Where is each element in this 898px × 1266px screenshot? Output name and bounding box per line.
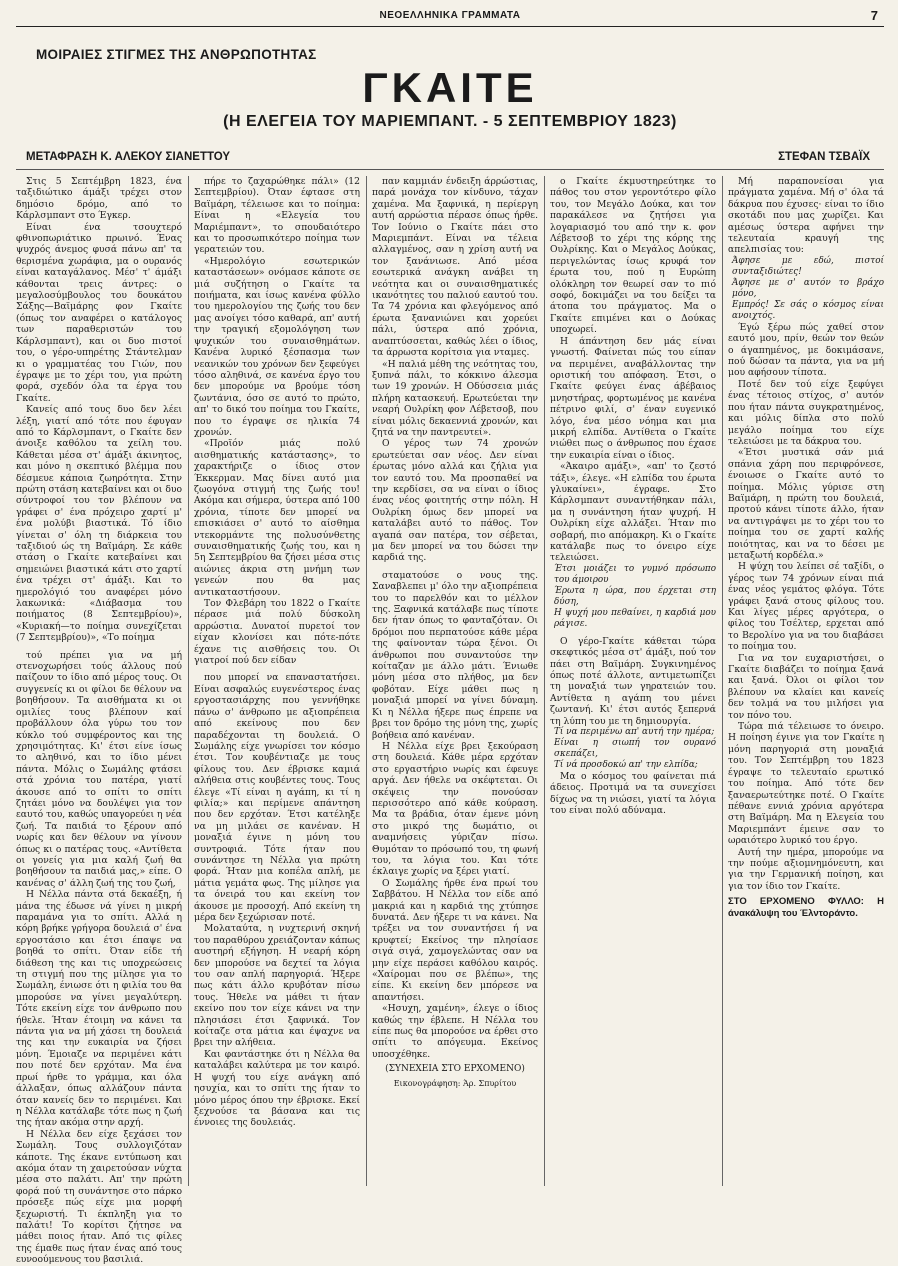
- column-1: [16, 176, 183, 1266]
- illustration-credit: Εικονογράφηση: Άρ. Σπυρίτου: [393, 1078, 517, 1088]
- paragraph: Είναι ένα τσουχτερό φθινοπωριάτικο πρωινό. Ένας ψυχρός άνεμος φυσά πάνω απ' τα θερισμένα χωράφια, μα ο ουρανός είναι καταγάλανος. Μέσ' τ' άμάξι κάθονται τρεις άντρες: ο μεγαλοσύμβουλος του δουκάτου Σάξης—Βαϊμάρης φον Γκαίτε (όπως τον αναφέρει ο κατάλογος των παραθεριστών του Κάρλσμπαντ), και οι δυο πιστοί του, ο γέρο-υπηρέτης Στάντελμαν κι ο γραμματέας του Γιών, που έγραψε με το χέρι του, για πρώτη φορά, σχεδόν όλα τα έργα του Γκαίτε.: [16, 221, 182, 404]
- poem-line: Άφησε με σ' αυτόν το βράχο μόνο,: [732, 277, 884, 299]
- page-header: [16, 8, 884, 27]
- article-columns: [16, 170, 884, 1266]
- next-issue-note: ΣΤΟ ΕΡΧΟΜΕΝΟ ΦΥΛΛΟ: Η άνακάλυψη του Έλντοράντο.: [728, 896, 884, 919]
- column-2: [194, 176, 360, 1186]
- article-kicker: ΜΟΙΡΑΙΕΣ ΣΤΙΓΜΕΣ ΤΗΣ ΑΝΘΡΩΠΟΤΗΤΑΣ: [36, 47, 317, 62]
- poem-line: Έρωτα η ώρα, που έρχεται στη δύση,: [554, 585, 716, 607]
- article-subtitle: (Η ΕΛΕΓΕΙΑ ΤΟΥ ΜΑΡΙΕΜΠΑΝΤ. - 5 ΣΕΠΤΕΜΒΡΙΟΥ 1823): [223, 113, 677, 130]
- paragraph: Ο Σωμάλης ήρθε ένα πρωί του Σαββάτου. Η Νέλλα τον είδε από μακριά και η καρδιά της χτύπησε δυνατά. Δεν ήξερε τι να κάνει. Να τρέξει να τον συναντήσει ή να κρυφτεί; Εκείνος την πλησίασε σιγά σιγά, χαμογελώντας σαν να μην είχε περάσει καθόλου καιρός. «Χαίρομαι που σε βλέπω», της είπε. Κι εκείνη δεν μπόρεσε να απαντήσει.: [372, 877, 538, 1003]
- paragraph: Μα ο κόσμος του φαίνεται πιά άδειος. Προτιμά να τα συνεχίσει δίχως να τη νιώσει, γιατί τα λόγια του είναι πολύ αδύναμα.: [550, 771, 716, 817]
- poem-line: Τί νά προσδοκώ απ' την ελπίδα;: [554, 760, 698, 771]
- paragraph: Τώρα πιά τέλειωσε το όνειρο. Η ποίηση έγινε για τον Γκαίτε η μόνη παρηγοριά στη μοναξιά του. Τον Σεπτέμβρη του 1823 έγραψε το τελευταίο ερωτικό του ποίημα. Από τότε δεν ξαναερωτεύτηκε ποτέ. Ο Γκαίτε πέθανε εννιά χρόνια αργότερα στη Βαϊμάρη. Μα η Ελεγεία του Μαριεμπάντ έμεινε σαν το ωραιότερο λυρικό του έργο.: [728, 721, 884, 847]
- translator-credit: ΜΕΤΑΦΡΑΣΗ Κ. ΑΛΕΚΟΥ ΣΙΑΝΕΤΤΟΥ: [26, 151, 231, 163]
- paragraph: «Η παλιά μέθη της νεότητας του, ξυπνά πάλι, το κόκκινο άλεσμα των 19 χρονών. Η Οδύσσεια μιάς πλήρη κατασκευή. Ερωτεύεται την νεαρή Ουλρίκη φον Λέβετσοβ, που είναι μόλις δεκαεννιά χρονών, και ζητά να την παντρευτεί».: [372, 358, 538, 438]
- paragraph: ο Γκαίτε έκμυστηρεύτηκε το πάθος του στον γεροντότερο φίλο του, τον Μεγάλο Δούκα, και τον παρακάλεσε να ζητήσει για λογαριασμό του από την κ. φον Λέβετσοβ το χέρι της κόρης της Ουλρίκης. Και ο Μεγάλος Δούκας, περιγελώντας ίσως κρυφά τον έρωτα του, πού η Ευρώπη ολόκληρη τον θεωρεί σαν το πιό σοφό, δοκιμάζει να του δείξει τα άτοπα του πράγματος. Μα ο Γκαίτε επιμένει και ο Δούκας υποχωρεί.: [550, 176, 716, 336]
- paragraph: Κανείς από τους δυο δεν λέει λέξη, γιατί από τότε που έφυγαν από το Κάρλσμπαντ, ο Γκαίτε δεν άνοιξε καθόλου τα χείλη του. Κάθεται μέσα στ' άμάξι άκινητος, και μόνο η σκεπτικό βλέμμα που δέσμευε κάποια ζωηρότητα. Στην πρώτη στάση κατεβαίνει και οι δυο σύντροφοί του τον βλέπουν να γράφει σ' ένα πρόχειρο χαρτί μ' ένα μολύβι βιαστικά. Τό ίδιο γίνεται σ' όλη τη διάρκεια του ταξιδιού ώς τη Βαϊμάρη. Σε κάθε στάση ο Γκαίτε κατεβαίνει και σημειώνει βιαστικά κάτι στο χαρτί ένα τρέχει στ' άμάξι. Και το ημερολόγιό του αναφέρει μόνο λακωνικά: «Διάβασμα του ποιήματος (8 Σεπτεμβρίου)», «Κυριακή—το ποίημα συνεχίζεται (7 Σεπτεμβρίου)», «Το ποίημα: [16, 404, 182, 644]
- paragraph: Έγώ ξέρω πώς χαθεί στον εαυτό μου, πρίν, θεών τον θεών ο άγαπημένος, με δοκιμάσανε, πού δώσαν τα πάντα, για να μή μου αφήσουν τίποτα.: [728, 321, 884, 379]
- poem-excerpt: [728, 256, 884, 322]
- column-divider: [366, 176, 367, 1186]
- paragraph: Ο γέρος των 74 χρονών ερωτεύεται σαν νέος. Δεν είναι έρωτας μόνο αλλά και ζήλια για τον εαυτό του. Μα προσπαθεί να την κερδίσει, σα να είναι ο ίδιος ένας νέος φοιτητής στην πόλη. Η Ουλρίκη όμως δεν μπορεί να καταλάβει αυτό το πάθος. Τον αγαπά σαν πατέρα, τον σέβεται, μα δεν μπορεί να του δώσει την καρδιά της.: [372, 438, 538, 564]
- continued-note: (ΣΥΝΕΧΕΙΑ ΣΤΟ ΕΡΧΟΜΕΝΟ): [385, 1064, 525, 1075]
- paragraph: Για να τον ευχαριστήσει, ο Γκαίτε διαβάζει το ποίημα ξανά και ξανά. Όλοι οι φίλοι τον βλέπουν να κλαίει και κανείς δεν τολμά να του μιλήσει για τον πόνο του.: [728, 652, 884, 721]
- article-title: ΓΚΑΙΤΕ: [362, 64, 538, 111]
- paragraph: Η Νέλλα είχε βρει ξεκούραση στη δουλειά. Κάθε μέρα ερχόταν στο εργαστήριο νωρίς και έφευγε αργά. Δεν ήθελε να σκέφτεται. Οι σκέψεις την πονούσαν περισσότερο από κάθε κούραση. Μα τα βράδια, όταν έμενε μόνη στο μικρό της δωμάτιο, οι αναμνήσεις γύριζαν πίσω. Θυμόταν το πρόσωπό του, τη φωνή του, τα λόγια του. Και τότε έκλαιγε χωρίς να ξέρει γιατί.: [372, 740, 538, 878]
- column-divider: [722, 176, 723, 1186]
- paragraph: «Προϊόν μιάς πολύ αισθηματικής κατάστασης», το χαρακτήριζε ο ίδιος στον Έκκερμαν. Μας δίνει αυτό μια ζωογόνα στιγμή της ζωής του! Ακόμα και σήμερα, ύστερα από 100 χρόνια, τίποτε δεν μπορεί να επισκιάσει σ' αυτό το αίσθημα ντεκορμάντε της πολυσύνθετης συναισθηματικής ζωής του, και η 5η Σεπτεμβρίου θα ζήσει μέσα στις αιώνιες άκρια στη μνήμη των γενεών που θα μας αντικαταστήσουν.: [194, 438, 360, 598]
- paragraph: Μή παραπονείσαι για πράγματα χαμένα. Μή σ' όλα τά δάκρυα που έχυσες· είναι το ίδιο σκοτάδι που μας χωρίζει. Και αμέσως ύστερα αφήνει την τελευταία κραυγή της απελπισίας του:: [728, 176, 884, 256]
- poem-excerpt: [550, 727, 716, 771]
- column-5: [728, 176, 884, 1186]
- author-name: ΣΤΕΦΑΝ ΤΣΒΑΪΧ: [778, 151, 870, 163]
- column-divider: [544, 176, 545, 1186]
- poem-line: Εμπρός! Σε σάς ο κόσμος είναι ανοιχτός.: [732, 299, 884, 321]
- column-divider: [188, 176, 189, 1186]
- paragraph: Ποτέ δεν τού είχε ξεφύγει ένας τέτοιος στίχος, σ' αυτόν που ήταν πάντα συγκρατημένος, και μόλις δίπλα στο πολύ μεγάλο ποίημα του είχε τελειώσει με τα δάκρυα του.: [728, 378, 884, 447]
- paragraph: Αυτή την ημέρα, μπορούμε να την πούμε αξιομνημόνευτη, και για την Γερμανική ποίηση, και για τον ίδιο τον Γκαίτε.: [728, 846, 884, 892]
- paragraph: «Άκαιρο αμάξι», «απ' το ζεστό τάξι», έλεγε. «Η ελπίδα του έρωτα γλυκαίνει», έγραφε. Στο Κάρλσμπαντ συναντήθηκαν πάλι, μα η συνάντηση ήταν ψυχρή. Η Ουλρίκη είχε αλλάξει. Ήταν πιο σοβαρή, πιο απόμακρη. Κι ο Γκαίτε κατάλαβε πως το όνειρο είχε τελειώσει.: [550, 461, 716, 564]
- poem-line: Η ψυχή μου πεθαίνει, η καρδιά μου ράγισε.: [554, 607, 716, 629]
- paragraph: «Έτσι μυστικά σάν μιά σπάνια χάρη που περιφρόνεσε, ένοιωσε ο Γκαίτε αυτό το ποίημα. Μόλις γύρισε στη Βαϊμάρη, η πρώτη του δουλειά, προτού κάνει τίποτε άλλο, ήταν να αντιγράψει με το χέρι του το ποίημα του σε χαρτί καλής ποιότητας, και να το δέσει με μεταξωτή κορδέλα.»: [728, 447, 884, 561]
- paragraph: Και φαντάστηκε ότι η Νέλλα θα καταλάβει καλύτερα με τον καιρό. Η ψυχή του είχε ανάγκη από ησυχία, και το σπίτι της ήταν το μόνο μέρος όπου την έβρισκε. Εκεί ξεχνούσε τα βάσανα και τις έννοιες της δουλειάς.: [194, 1048, 360, 1129]
- poem-line: Τί να περιμένω απ' αυτή την ημέρα;: [554, 727, 715, 738]
- poem-line: Είναι η σιωπή τον ουρανό σκεπάζει,: [554, 738, 716, 760]
- paragraph: πήρε το ζαχαρώθηκε πάλι» (12 Σεπτεμβρίου). Όταν έφτασε στη Βαϊμάρη, τέλειωσε και το ποίημα: Είναι η «Ελεγεία του Μαριέμπαντ», το σπουδαιότερο και το προσωπικότερο ποίημα των γερατειών του.: [194, 176, 360, 256]
- poem-line: Έτσι μοιάζει το γυμνό πρόσωπο του άμοιρου: [554, 563, 716, 585]
- paragraph: Στις 5 Σεπτέμβρη 1823, ένα ταξιδιώτικο άμάξι τρέχει στον δημόσιο δρόμο, από το Κάρλσμπαντ στο Έγκερ.: [16, 176, 182, 222]
- masthead: ΝΕΟΕΛΛΗΝΙΚΑ ΓΡΑΜΜΑΤΑ: [379, 10, 521, 21]
- paragraph: Η Νέλλα πάντα στά δεκαέξη, ή μάνα της έδωσε νά γίνει η μικρή παραμάνα για το σπίτι. Αλλά η κόρη βρήκε γρήγορα δουλειά σ' ένα εργοστάσιο και έτσι έπαψε να βοηθά το σπίτι. Όταν είδε τή διάθεση της και τις υποχρεώσεις τη στιγμή που της μίλησε για το Σωμάλη, ένιωσε ότι η φιλία του θα μπορούσε να γίνει μεγαλύτερη. Τότε εκείνη είχε τον άνθρωπο που ήθελε. Ήταν έτοιμη να κάνει τα πάντα για να μή χάσει τη δουλειά της και την ευκαιρία να ζήσει μόνη. Έμοιαζε να περιμένει κάτι που ποτέ δεν ερχόταν. Μα ένα πρωί ήρθε το γράμμα, και όλα άλλαξαν, όπως αλλάζουν πάντα όταν κανείς δεν το περιμένει. Και η Νέλλα κατάλαβε τότε πως η ζωή της ήταν ακόμα στην αρχή.: [16, 889, 182, 1129]
- paragraph: Η Νέλλα δεν είχε ξεχάσει τον Σωμάλη. Τους συλλογιζόταν κάποτε. Της έκανε εντύπωση και ακόμα όταν τη χαιρετούσαν νύχτα μέσα στο παλάτι. Απ' την πρώτη φορά πού τη συνάντησε στο πάρκο πρόσεξε πώς είχε μια μορφή ξεχωριστή. Τι έκπληξη για το παλάτι! Το κορίτσι ζήτησε να μάθει ποιος ήταν. Από τις φίλες της έμαθε πως ήταν ένας από τους ευνοούμενους του βασιλιά.: [16, 1128, 182, 1266]
- paragraph: Τον Φλεβάρη του 1822 ο Γκαίτε πέρασε μιά πολύ δύσκολη αρρώστια. Δυνατοί πυρετοί τον είχαν κλονίσει και πότε-πότε έχανε τις αισθήσεις του. Οι γιατροί πού δεν είδαν: [194, 598, 360, 667]
- byline-row: [16, 147, 884, 170]
- column-3: [372, 176, 538, 1186]
- column-4: [550, 176, 716, 1186]
- title-block: [16, 27, 884, 130]
- paragraph: τού πρέπει για να μή στενοχωρήσει τούς άλλους πού παίζουν το ίδιο από μέρος τους. Οι συγγενείς κι οι φίλοι δε θέλουν να βοηθήσουν. Τα αισθήματα κι οι ομιλίες τους βλέπουν καί προβάλλουν όλα γύρω του τον κύκλο τού συμφέροντος και της χρησιμότητας. Κι' έτσι είνε ίσως το αληθινό, και το ίδιο μένει πάντα. Μόλις ο Σωμάλης φτάσει στά χρόνια του πατέρα, γιατί άκουσε από το σπίτι το σπίτι ζητάει μόνο να δουλέψει για τον εαυτό του, καθώς υπαγορεύει η νέα ζωή. Τα παιδιά το ξέρουν από νωρίς και δεν θέλουν να γίνουν όπως κι ο πατέρας τους. «Αντίθετα οι γονείς για μια καλή ζωή θα βοηθήσουν τα παιδιά μας,» είπε. Ο κανένας σ' άλλη ζωή της του ζωή,: [16, 649, 183, 889]
- paragraph: που μπορεί να επαναστατήσει. Είναι ασφαλώς ευγενέστερος ένας εργοστασιάρχης που γεννήθηκε πάνω σ' άνθρωπο με αξιοπρέπεια από εκείνους που δεν παραδέχονται τη δουλειά. Ο Σωμάλης είχε γνωρίσει τον κόσμο έτσι. Τον κουβέντιαζε με τους φίλους του. Δεν έβρισκε καμιά αλήθεια στις κουβέντες τους. Τους έλεγε «Τί είναι η αγάπη, κι τί η φιλία;» και περίμενε απάντηση που δεν ερχόταν. Έτσι κατέληξε να μη μιλάει σε κανέναν. Η μοναξιά έγινε η μόνη του συντροφιά. Τότε ήταν που συνάντησε τη Νέλλα για πρώτη φορά. Ήταν μια κοπέλα απλή, με μάτια γεμάτα φως. Της μίλησε για τα όνειρά του και εκείνη τον άκουσε με προσοχή. Από εκείνη τη μέρα δεν ξεχώρισαν ποτέ.: [194, 672, 360, 923]
- paragraph: «Ημερολόγιο εσωτερικών καταστάσεων» ονόμασε κάποτε σε μιά συζήτηση ο Γκαίτε τα ποιήματα, και ίσως κανένα φύλλο του ημερολογίου της ζωής του δεν μας ανοίγει τόσο καθαρά, απ' αυτή την τραγική εξομολόγηση των ψυχικών του συναισθημάτων. Κανένα λυρικό ξέσπασμα των νεανικών του χρόνων δεν ξεφεύγει τόσο αληθινά, σε κανένα έργο του δεν μπορούμε να βρούμε τόση ζωντάνια, όσο σε αυτό το πρώτο, απ' το δικό του ποίημα του Γκαίτε, που το έγραψε σε ηλικία 74 χρονών.: [194, 255, 360, 438]
- paragraph: παν καμμιάν ένδειξη άρρώστιας, παρά μονάχα τον κίνδυνο, τάχαν χαμένα. Μα ξαφνικά, η περίεργη αυτή αρρώστια πέρασε όπως ήρθε. Τον Ιούνιο ο Γκαίτε πάει στο Μαριεμπάντ. Είναι να τέλεια αλλαγμένος, σαν η χρίση αυτή να τον ξανάνιωσε. Από μέσα εσωτερικά ανάγκη ανάβει τη νεότητα και οι συναισθηματικές ικανότητες του παλιού εαυτού του. Τα 74 χρόνια και φλεγόμενος από έρωτα ξανανιώνει και χορεύει πάλι, ύστερα από χρόνια, αναπτύσσεται, καθώς λέει ο ίδιος, τα άρρωστα κορίτσια για νταμες.: [372, 176, 538, 359]
- paragraph: σταματούσε ο νους της. Σαναβλεπει μ' όλο την αξιοπρέπεια του το παρελθόν και το μέλλον της. Ξαφνικά κατάλαβε πως τίποτε δεν ήταν όπως το φανταζόταν. Οι δρόμοι που περπατούσε κάθε μέρα της φαίνονταν τώρα ξένοι. Οι άνθρωποι που συναντούσε την κοίταζαν με άλλο μάτι. Ένιωθε μόνη μέσα στο πλήθος, μα δεν φοβόταν. Είχε μάθει πως η μοναξιά μπορεί να γίνει δύναμη. Κι η Νέλλα ήξερε πως έπρεπε να βρει τον δρόμο της μόνη της, χωρίς βοήθεια από κανέναν.: [372, 569, 538, 741]
- paragraph: «Ησυχη, χαμένη», έλεγε ο ίδιος καθώς την έβλεπε. Η Νέλλα του είπε πως θα μπορούσε να έρθει στο σπίτι το απόγευμα. Εκείνος υποσχέθηκε.: [372, 1003, 538, 1060]
- paragraph: Η ψύχη του λείπει σέ ταξίδι, ο γέρος των 74 χρόνων είναι πιά ένας νέος γεμάτος φλόγα. Τότε γράφει ξανά στους φίλους του. Και λίγες μέρες αργότερα, ο φίλος του Τσέλτερ, ερχεται από το Βερολίνο για να του διαβάσει το ποίημα του.: [728, 561, 884, 653]
- page-number: 7: [870, 8, 878, 23]
- paragraph: Μολαταύτα, η νυχτερινή σκηνή του παραθύρου χρειάζονταν κάπως αυστηρή εξήγηση. Η νεαρή κόρη δεν μπορούσε να δεχτεί τα λόγια του σαν απλή παρηγοριά. Ήξερε πως κάτι άλλο κρυβόταν πίσω τους. Ήθελε να μάθει τι ήταν εκείνο που τον είχε κάνει να την πλησιάσει έτσι ξαφνικά. Τον κοίταζε στα μάτια και έψαχνε να βρει την αλήθεια.: [194, 923, 360, 1049]
- paragraph: Η άπάντηση δεν μάς είναι γνωστή. Φαίνεται πώς του είπαν να περιμένει, αναβάλλοντας την οριστική του απόφαση. Έτσι, ο Γκαίτε φεύγει ένας άβέβαιος μνηστήρας, φορτωμένος με κανένα πέτρινο φιλί, σ' έναν ευγενικό λόγο, ένα μέσο νόημα και μια μικρή ελπίδα. Αντίθετα ο Γκαίτε νιώθει πως ο άνθρωπος που έχασε την ευκαιρία είναι ο ίδιος.: [550, 335, 716, 461]
- paragraph: Ο γέρο-Γκαίτε κάθεται τώρα σκεφτικός μέσα στ' άμάξι, πού τον πάει στη Βαϊμάρη. Συγκινημένος όπως ποτέ άλλοτε, αντιμετωπίζει τη μοναξιά των γηρατειών του. Αντίθετα η αγάπη του μένει ζωντανή. Κι' έτσι αυτός ξεπερνά τη λύπη του με τη δημιουργία.: [550, 635, 716, 727]
- poem-line: Άφησε με εδώ, πιστοί συνταξιδιώτες!: [732, 255, 884, 277]
- poem-excerpt: [550, 564, 716, 630]
